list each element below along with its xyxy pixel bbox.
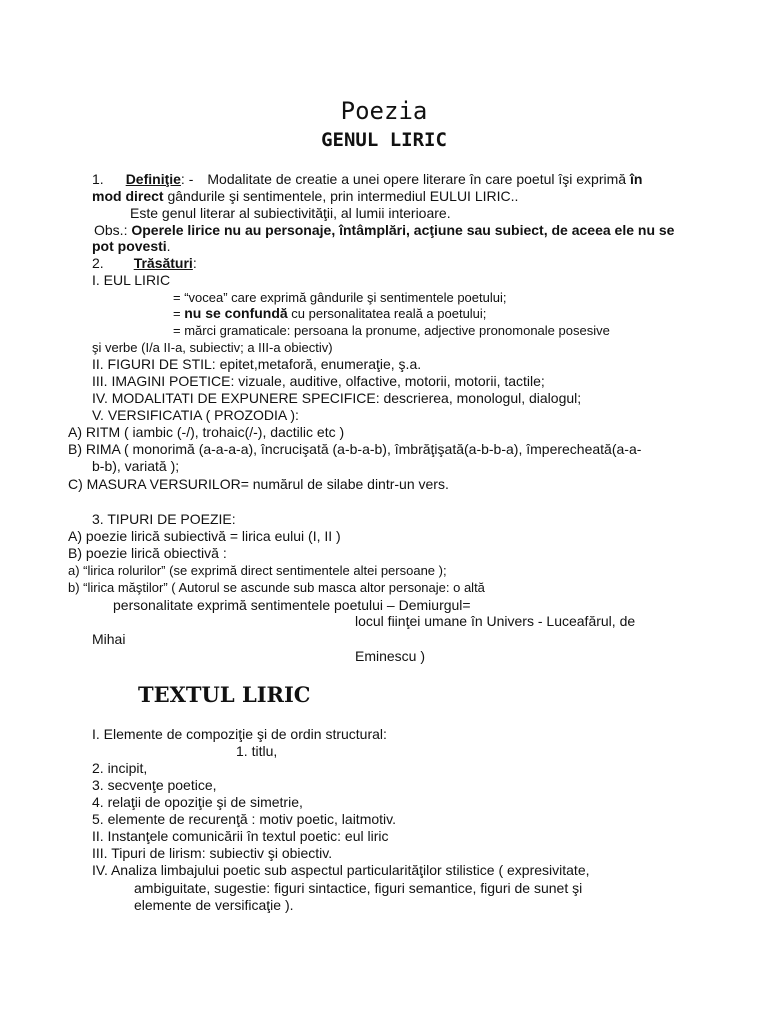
trasaturi-line	[92, 255, 197, 272]
locul-line: locul fiinţei umane în Univers - Luceafărul, de	[355, 613, 636, 629]
textul-item-iv-cont-2: elemente de versificaţie ).	[134, 897, 294, 913]
definition-genul: Este genul literar al subiectivităţii, al lumii interioare.	[130, 205, 451, 221]
eul-liric-item-3-cont: şi verbe (I/a II-a, subiectiv; a III-a obiectiv)	[92, 340, 333, 355]
textul-item-5-bold: motiv poetic, laitmotiv.	[259, 811, 396, 827]
eul-liric-item-1: = “vocea” care exprimă gândurile şi sentimentele poetului;	[173, 290, 507, 305]
definition-number: 1.	[92, 171, 104, 187]
definition-mod-direct: mod direct	[92, 188, 164, 204]
textul-item-3: 3. secvenţe poetice,	[92, 777, 217, 793]
textul-item-iv: IV. Analiza limbajului poetic sub aspectul particularităţilor stilistice ( expresivitate,	[92, 862, 590, 878]
textul-item-titlu: 1. titlu,	[236, 743, 278, 759]
page-subtitle: GENUL LIRIC	[321, 129, 447, 151]
personalitate-line: personalitate exprimă sentimentele poetului – Demiurgul=	[113, 597, 471, 613]
definition-colon: : -	[180, 171, 194, 187]
textul-item-2: 2. incipit,	[92, 760, 148, 776]
obs-label: Obs.:	[94, 222, 128, 238]
lirica-rolurilor: a) “lirica rolurilor” (se exprimă direct sentimentele altei persoane );	[68, 563, 447, 578]
tipuri-a: A) poezie lirică subiectivă = lirica eului (I, II )	[68, 528, 341, 544]
eul-liric-item-2-bold: nu se confundă	[184, 305, 288, 321]
ritm: A) RITM ( iambic (-/), trohaic(/-), dactilic etc )	[68, 424, 345, 440]
lirica-mastilor: b) “lirica măştilor” ( Autorul se ascunde sub masca altor personaje: o altă	[68, 580, 485, 595]
tipuri-b: B) poezie lirică obiectivă :	[68, 545, 227, 561]
textul-item-4: 4. relaţii de opoziţie şi de simetrie,	[92, 794, 303, 810]
rima: B) RIMA ( monorimă (a-a-a-a), încrucişată (a-b-a-b), îmbrăţişată(a-b-b-a), împerecheată(a-a-	[68, 441, 642, 457]
definition-line-2	[92, 188, 518, 205]
eul-liric-title: I. EUL LIRIC	[92, 272, 171, 288]
mihai: Mihai	[92, 631, 126, 647]
trasaturi-colon: :	[192, 255, 197, 271]
definition-in: în	[629, 171, 643, 187]
definition-text: Modalitate de creatie a unei opere literare în care poetul îşi exprimă	[207, 171, 627, 187]
obs-line-2	[92, 238, 171, 255]
tipuri-title: 3. TIPURI DE POEZIE:	[92, 511, 236, 527]
textul-item-5	[92, 811, 396, 828]
trasaturi-number: 2.	[92, 255, 104, 271]
textul-item-5-text: 5. elemente de recurenţă :	[92, 811, 260, 827]
eul-liric-item-2-prefix: =	[173, 306, 185, 321]
versificatia: V. VERSIFICATIA ( PROZODIA ):	[92, 407, 299, 423]
obs-text-2: pot povesti	[92, 238, 167, 254]
section-title-textul-liric: TEXTUL LIRIC	[138, 682, 311, 707]
textul-item-iii: III. Tipuri de lirism: subiectiv şi obiectiv.	[92, 845, 333, 861]
eul-liric-item-2	[173, 305, 486, 322]
figuri-de-stil: II. FIGURI DE STIL: epitet,metaforă, enumeraţie, ş.a.	[92, 356, 422, 372]
definition-continuation: gândurile şi sentimentele, prin intermediul EULUI LIRIC..	[163, 188, 519, 204]
modalitati-expunere: IV. MODALITATI DE EXPUNERE SPECIFICE: descrierea, monologul, dialogul;	[92, 390, 582, 406]
obs-dot: .	[166, 238, 171, 254]
masura-versurilor: C) MASURA VERSURILOR= numărul de silabe dintr-un vers.	[68, 476, 449, 492]
imagini-poetice: III. IMAGINI POETICE: vizuale, auditive, olfactive, motorii, motorii, tactile;	[92, 373, 545, 389]
rima-cont: b-b), variată );	[92, 458, 180, 474]
eminescu: Eminescu )	[355, 648, 426, 664]
page-title: Poezia	[340, 97, 428, 125]
obs-line	[94, 222, 674, 239]
textul-item-ii: II. Instanţele comunicării în textul poetic: eul liric	[92, 828, 389, 844]
trasaturi-label: Trăsături	[133, 255, 193, 271]
obs-text: Operele lirice nu au personaje, întâmplări, acţiune sau subiect, de aceea ele nu se	[127, 222, 675, 238]
textul-item-i: I. Elemente de compoziţie şi de ordin structural:	[92, 726, 387, 742]
definition-line	[92, 171, 642, 188]
definition-label: Definiţie	[125, 171, 181, 187]
eul-liric-item-2-rest: cu personalitatea reală a poetului;	[287, 306, 487, 321]
textul-item-iv-cont: ambiguitate, sugestie: figuri sintactice, figuri semantice, figuri de sunet şi	[134, 880, 583, 896]
eul-liric-item-3: = mărci gramaticale: persoana la pronume, adjective pronomonale posesive	[173, 323, 610, 338]
